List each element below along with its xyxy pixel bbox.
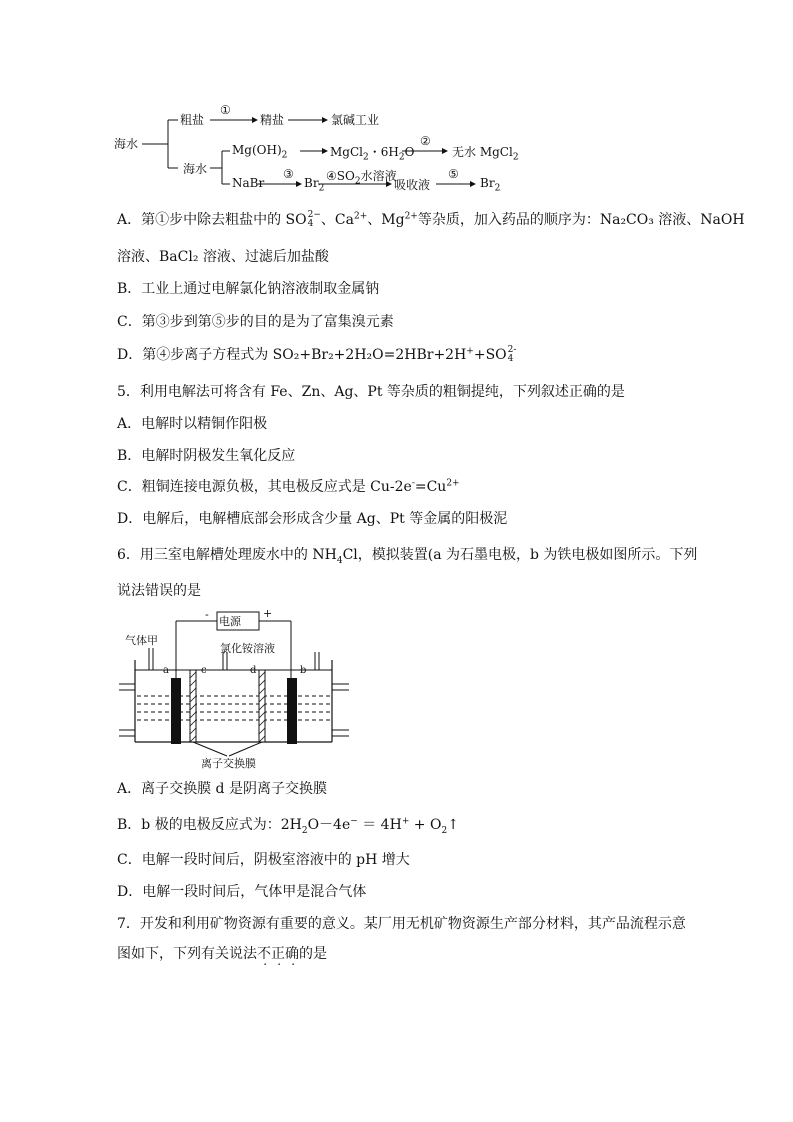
- q4-option-a-line1: A．第①步中除去粗盐中的 SO 2− 4 、$Ca^{2+}$、$Mg^{2+}$等杂质，加入药品的顺序为：Na₂CO₃ 溶液、NaOH: [117, 210, 745, 229]
- electrode-b: [287, 678, 297, 744]
- flow-haishui: 海水: [114, 137, 139, 151]
- label-d: d: [250, 665, 257, 676]
- flow-step1: ①: [220, 103, 231, 117]
- q6-stem-line2: 说法错误的是: [117, 583, 201, 599]
- flow-lvjian: 氯碱工业: [331, 113, 380, 127]
- q4-option-d: D．第④步离子方程式为 SO₂+Br₂+2H₂O=2HBr+2H++SO 2- 4: [117, 345, 517, 364]
- flow-xishouye: 吸收液: [394, 178, 431, 192]
- flow-nabr: NaBr: [232, 176, 265, 190]
- flow-wushui: 无水 MgCl$_2$: [452, 145, 519, 163]
- flow-step4: $④SO_2$水溶液: [326, 169, 397, 187]
- q7-stem-line2: 图如下，下列有关说法不正确的是: [117, 946, 327, 962]
- electrolysis-diagram: [117, 608, 357, 770]
- flow-jingyan: 精盐: [260, 113, 285, 127]
- flow-mgoh2: $Mg(OH)_2$: [232, 143, 288, 161]
- power-minus: -: [205, 608, 209, 621]
- membrane-label: 离子交换膜: [201, 757, 256, 770]
- q7-stem-line1: 7．开发和利用矿物资源有重要的意义。某厂用无机矿物资源生产部分材料，其产品流程示意: [117, 916, 686, 932]
- q4-option-b: B．工业上通过电解氯化钠溶液制取金属钠: [117, 281, 380, 297]
- q6-stem-line1: 6．用三室电解槽处理废水中的 $NH_4Cl$，模拟装置(a 为石墨电极，b 为铁电极如图所示。下列: [117, 547, 698, 566]
- gas-label: 气体甲: [125, 634, 158, 647]
- power-plus: +: [263, 607, 273, 620]
- flow-br2-b: $Br_2$: [480, 176, 501, 194]
- label-b: b: [300, 665, 307, 676]
- flow-step5: ⑤: [448, 167, 459, 181]
- q5-option-c: C．粗铜连接电源负极，其电极反应式是 $Cu-2e^-=Cu^{2+}$: [117, 478, 460, 495]
- q4-option-a-line2: 溶液、BaCl₂ 溶液、过滤后加盐酸: [117, 249, 329, 265]
- electrode-a: [171, 678, 181, 744]
- q6-option-c: C．电解一段时间后，阴极室溶液中的 pH 增大: [117, 852, 410, 868]
- flow-step2: ②: [420, 134, 431, 148]
- flow-step3: ③: [283, 167, 294, 181]
- label-c: c: [201, 665, 207, 676]
- q4-option-c: C．第③步到第⑤步的目的是为了富集溴元素: [117, 314, 394, 330]
- flow-haishui-mid: 海水: [183, 162, 208, 176]
- q6-option-b: B．b 极的电极反应式为：$2H_2O-4e^- = 4H^+$ + $O_2↑$: [117, 816, 459, 836]
- flow-cuyan: 粗盐: [180, 113, 205, 127]
- q6-option-a: A．离子交换膜 d 是阴离子交换膜: [117, 781, 327, 797]
- power-label: 电源: [219, 615, 241, 628]
- label-a: a: [163, 665, 169, 676]
- q6-option-d: D．电解一段时间后，气体甲是混合气体: [117, 884, 367, 900]
- flow-mgcl2-hydrate: MgCl$_2$・$6H_2O$: [330, 145, 415, 163]
- q5-option-d: D．电解后，电解槽底部会形成含少量 Ag、Pt 等金属的阳极泥: [117, 511, 508, 527]
- q5-stem: 5．利用电解法可将含有 Fe、Zn、Ag、Pt 等杂质的粗铜提纯，下列叙述正确的是: [117, 384, 625, 400]
- solution-label: 氯化铵溶液: [220, 642, 275, 655]
- flow-br2-a: $Br_2$: [304, 176, 325, 194]
- q5-option-b: B．电解时阴极发生氧化反应: [117, 448, 296, 464]
- q5-option-a: A．电解时以精铜作阳极: [117, 416, 268, 432]
